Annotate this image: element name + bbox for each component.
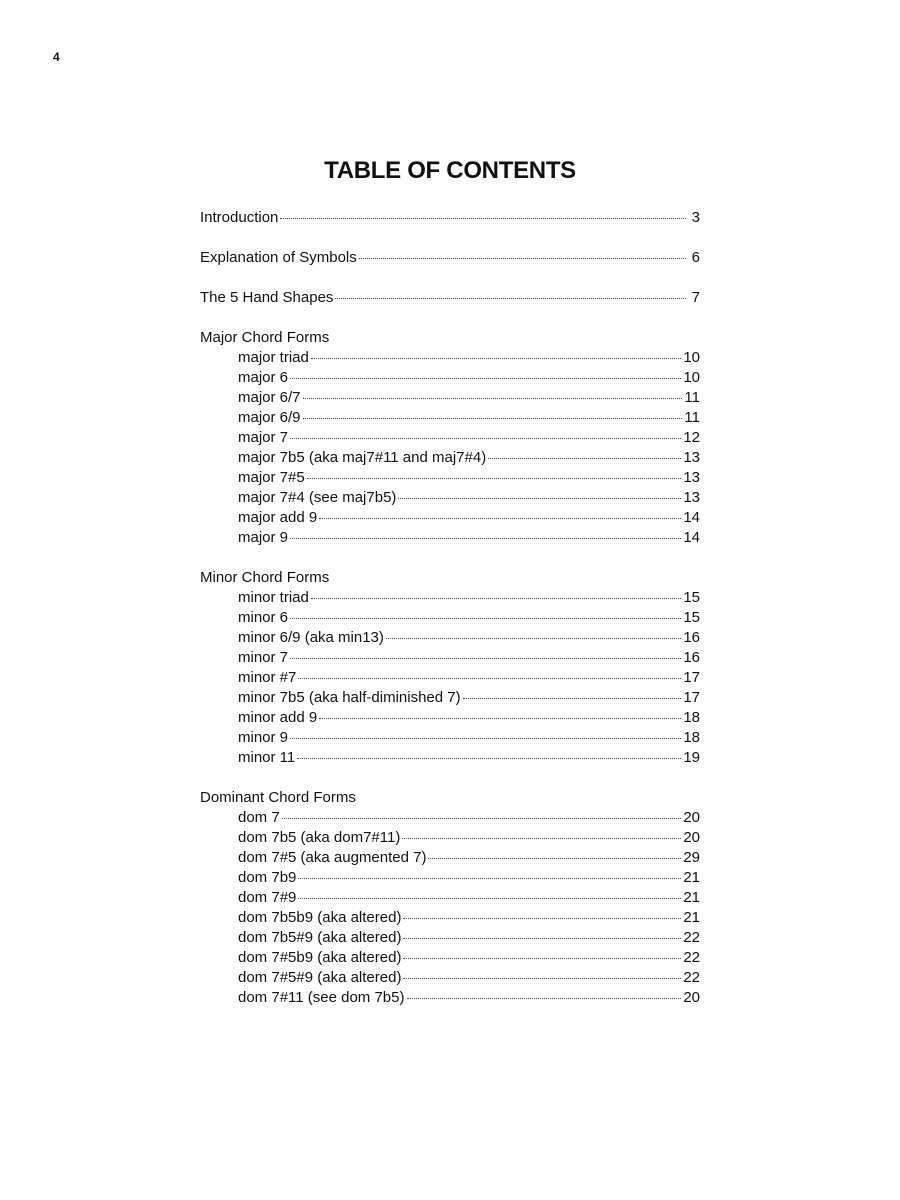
dot-leader: [463, 698, 682, 699]
toc-entry[interactable]: [200, 688, 700, 708]
dot-leader: [298, 678, 681, 679]
toc-entry[interactable]: [200, 948, 700, 968]
dot-leader: [407, 998, 682, 999]
toc-entry-label: minor 7: [238, 649, 289, 666]
dot-leader: [290, 658, 681, 659]
toc-entry[interactable]: [200, 808, 700, 828]
toc-entry[interactable]: [200, 408, 700, 428]
toc-entry-page: 10: [683, 349, 700, 366]
toc-entry[interactable]: [200, 868, 700, 888]
dot-leader: [290, 538, 681, 539]
dot-leader: [403, 918, 681, 919]
toc-entry-label: dom 7b5#9 (aka altered): [238, 929, 402, 946]
toc-entry-label: minor triad: [238, 589, 309, 606]
toc-entry-label: dom 7#5b9 (aka altered): [238, 949, 402, 966]
dot-leader: [428, 858, 681, 859]
toc-entry-page: 12: [683, 429, 700, 446]
dot-leader: [402, 838, 681, 839]
toc-entry-page: 21: [683, 869, 700, 886]
dot-leader: [280, 218, 686, 219]
dot-leader: [311, 598, 681, 599]
toc-entry-label: dom 7b5b9 (aka altered): [238, 909, 402, 926]
dot-leader: [311, 358, 681, 359]
toc-entry[interactable]: [200, 448, 700, 468]
toc-entry-label: Introduction: [200, 209, 279, 226]
dot-leader: [319, 718, 681, 719]
toc-entry-label: dom 7: [238, 809, 280, 826]
dot-leader: [303, 418, 683, 419]
toc-entry-label: minor 6/9 (aka min13): [238, 629, 384, 646]
toc-entry-page: 6: [691, 249, 700, 266]
dot-leader: [303, 398, 683, 399]
toc-entry-page: 15: [683, 589, 700, 606]
toc-entry[interactable]: [200, 468, 700, 488]
toc-entry-label: Explanation of Symbols: [200, 249, 357, 266]
toc-entry-page: 17: [683, 669, 700, 686]
toc-entry-page: 16: [683, 629, 700, 646]
dot-leader: [359, 258, 686, 259]
toc-entry-page: 22: [683, 969, 700, 986]
toc-entry[interactable]: [200, 988, 700, 1008]
toc-entry-label: minor 7b5 (aka half-diminished 7): [238, 689, 461, 706]
dot-leader: [398, 498, 681, 499]
toc-entry-label: dom 7b9: [238, 869, 297, 886]
toc-entry-explanation-of-symbols[interactable]: [200, 248, 700, 268]
toc-entry[interactable]: [200, 728, 700, 748]
toc-entry-introduction[interactable]: [200, 208, 700, 228]
toc-entry-label: minor 11: [238, 749, 296, 766]
toc-entry[interactable]: [200, 848, 700, 868]
toc-entry-label: minor 9: [238, 729, 289, 746]
toc-entry[interactable]: [200, 488, 700, 508]
toc-entry-page: 11: [684, 389, 700, 406]
dot-leader: [297, 758, 681, 759]
toc-entry-page: 16: [683, 649, 700, 666]
toc-entry-page: 29: [683, 849, 700, 866]
toc-entry[interactable]: [200, 828, 700, 848]
toc-entry-label: dom 7#9: [238, 889, 297, 906]
toc-entry[interactable]: [200, 608, 700, 628]
section-heading-major: Major Chord Forms: [200, 329, 330, 346]
toc-entry[interactable]: [200, 528, 700, 548]
toc-entry[interactable]: [200, 968, 700, 988]
toc-entry-page: 21: [683, 909, 700, 926]
section-heading-minor: Minor Chord Forms: [200, 569, 330, 586]
toc-entry[interactable]: [200, 708, 700, 728]
toc-entry-page: 20: [683, 989, 700, 1006]
dot-leader: [403, 978, 681, 979]
toc-entry-hand-shapes[interactable]: [200, 288, 700, 308]
toc-entry-page: 14: [683, 529, 700, 546]
toc-entry[interactable]: [200, 888, 700, 908]
toc-entry[interactable]: [200, 628, 700, 648]
toc-entry-label: major triad: [238, 349, 309, 366]
dot-leader: [290, 618, 681, 619]
dot-leader: [282, 818, 682, 819]
toc-entry-page: 3: [691, 209, 700, 226]
toc-entry-label: major 6/7: [238, 389, 301, 406]
toc-entry[interactable]: [200, 668, 700, 688]
toc-entry-label: The 5 Hand Shapes: [200, 289, 334, 306]
toc-entry-page: 20: [683, 829, 700, 846]
toc-entry[interactable]: [200, 388, 700, 408]
toc-entry-page: 19: [683, 749, 700, 766]
toc-intro-section: [200, 208, 700, 308]
toc-entry-page: 13: [683, 469, 700, 486]
toc-entry-page: 18: [683, 729, 700, 746]
toc-entry-page: 14: [683, 509, 700, 526]
page-number: 4: [53, 50, 60, 64]
toc-entry-label: dom 7#5 (aka augmented 7): [238, 849, 427, 866]
toc-entry[interactable]: [200, 928, 700, 948]
page-title: TABLE OF CONTENTS: [324, 157, 576, 184]
toc-entry[interactable]: [200, 348, 700, 368]
toc-entry-label: dom 7b5 (aka dom7#11): [238, 829, 401, 846]
toc-entry-page: 10: [683, 369, 700, 386]
toc-minor-section: [200, 568, 700, 768]
dot-leader: [403, 938, 681, 939]
toc-entry[interactable]: [200, 368, 700, 388]
toc-entry-page: 21: [683, 889, 700, 906]
dot-leader: [298, 878, 681, 879]
toc-entry-label: major 7#4 (see maj7b5): [238, 489, 397, 506]
dot-leader: [335, 298, 686, 299]
dot-leader: [403, 958, 681, 959]
toc-entry-label: major 7b5 (aka maj7#11 and maj7#4): [238, 449, 487, 466]
toc-entry-label: minor add 9: [238, 709, 318, 726]
toc-entry-label: dom 7#11 (see dom 7b5): [238, 989, 405, 1006]
toc-major-section: [200, 328, 700, 548]
toc-entry-page: 20: [683, 809, 700, 826]
toc-dominant-section: [200, 788, 700, 1008]
toc-entry[interactable]: [200, 748, 700, 768]
toc-entry-page: 13: [683, 489, 700, 506]
dot-leader: [290, 738, 681, 739]
toc-entry-page: 22: [683, 949, 700, 966]
toc-entry-page: 15: [683, 609, 700, 626]
table-of-contents: [200, 208, 700, 1008]
toc-entry-label: minor #7: [238, 669, 297, 686]
toc-entry-page: 11: [684, 409, 700, 426]
toc-entry[interactable]: [200, 648, 700, 668]
toc-entry-page: 22: [683, 929, 700, 946]
toc-entry-page: 17: [683, 689, 700, 706]
toc-entry-page: 7: [691, 289, 700, 306]
toc-entry[interactable]: [200, 588, 700, 608]
dot-leader: [488, 458, 681, 459]
toc-entry-label: major add 9: [238, 509, 318, 526]
toc-entry-page: 18: [683, 709, 700, 726]
toc-entry-label: major 7: [238, 429, 289, 446]
dot-leader: [307, 478, 682, 479]
toc-entry-label: major 6/9: [238, 409, 301, 426]
dot-leader: [290, 438, 681, 439]
dot-leader: [298, 898, 681, 899]
toc-entry[interactable]: [200, 908, 700, 928]
toc-entry-page: 13: [683, 449, 700, 466]
dot-leader: [319, 518, 681, 519]
toc-entry-label: dom 7#5#9 (aka altered): [238, 969, 402, 986]
toc-entry-label: major 9: [238, 529, 289, 546]
dot-leader: [386, 638, 681, 639]
dot-leader: [290, 378, 681, 379]
toc-entry[interactable]: [200, 428, 700, 448]
toc-entry-label: major 7#5: [238, 469, 305, 486]
toc-entry[interactable]: [200, 508, 700, 528]
toc-entry-label: major 6: [238, 369, 289, 386]
toc-entry-label: minor 6: [238, 609, 289, 626]
section-heading-dominant: Dominant Chord Forms: [200, 789, 356, 806]
